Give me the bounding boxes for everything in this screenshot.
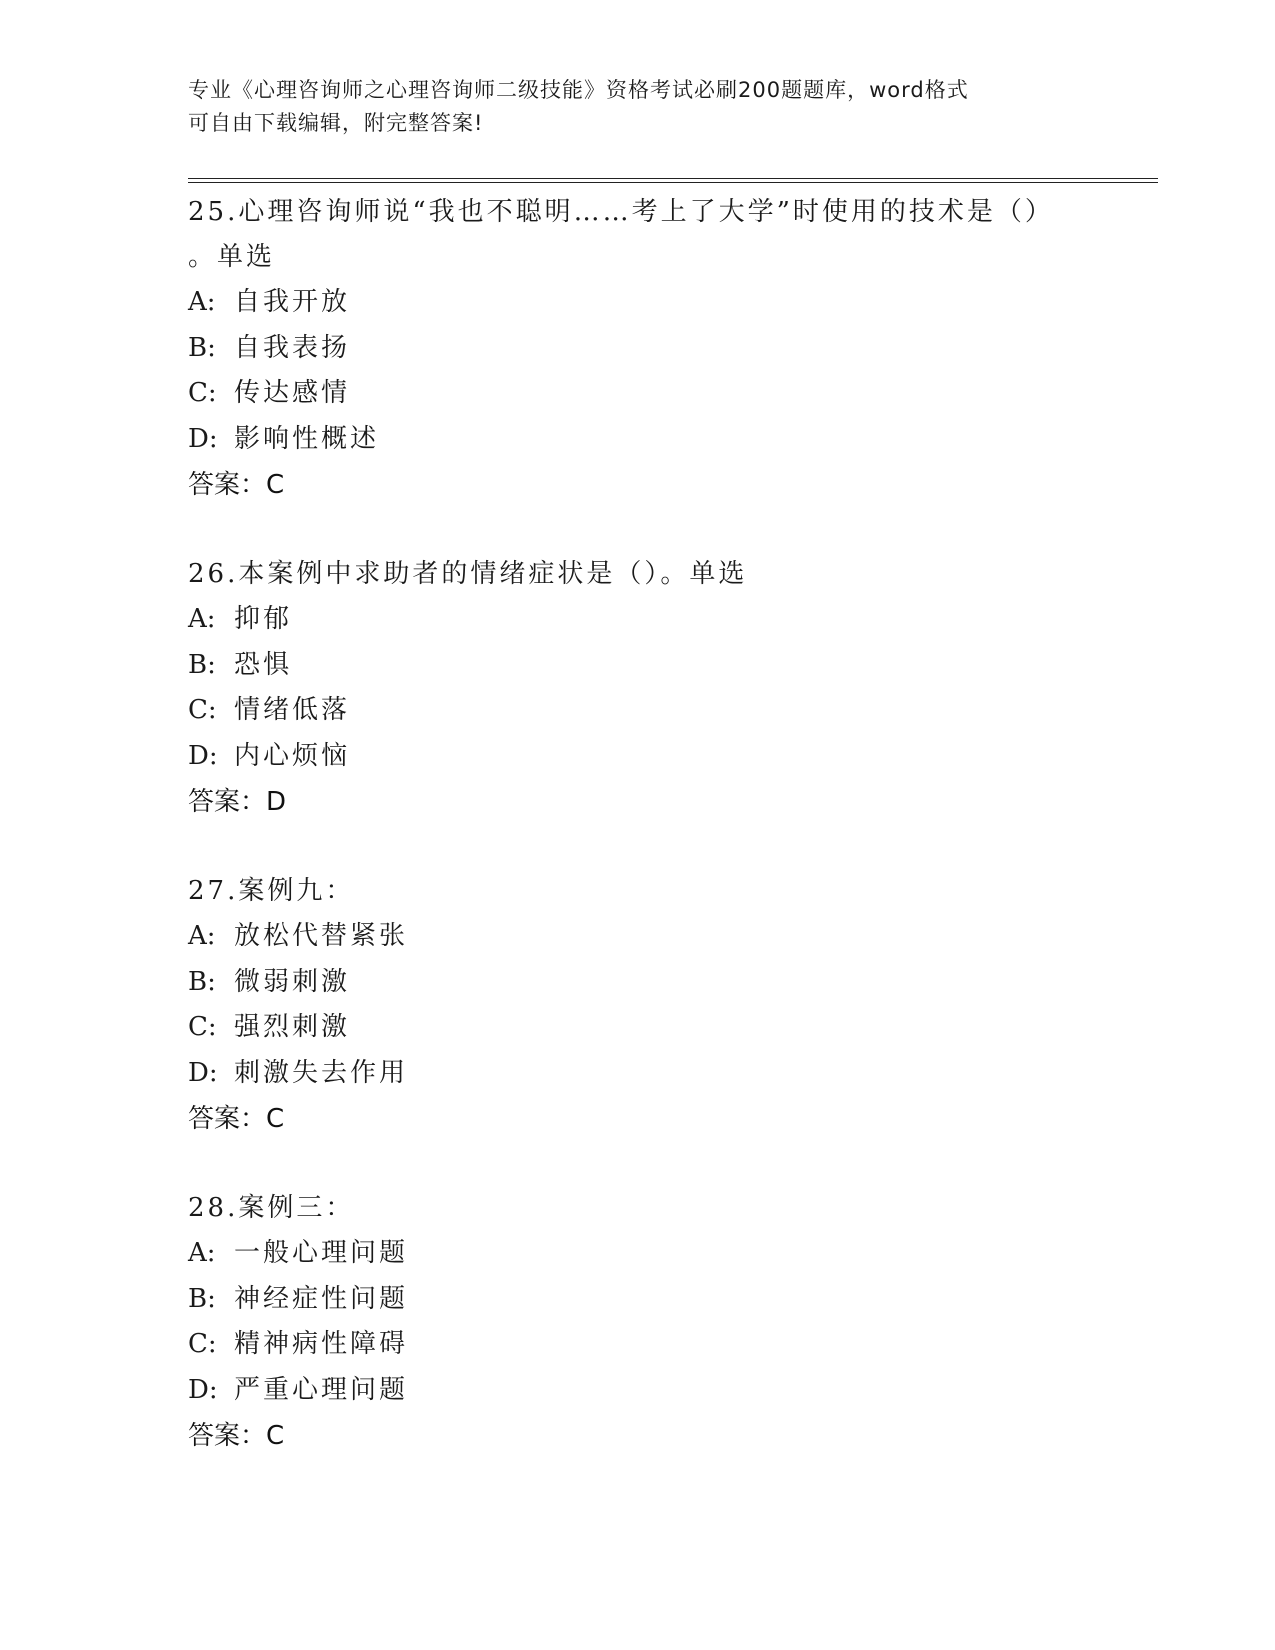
option-text: 刺激失去作用 (234, 1057, 409, 1088)
option-text: 一般心理问题 (234, 1238, 409, 1268)
option-letter: A: (188, 1238, 216, 1268)
question-stem: 27.案例九： (188, 876, 355, 906)
option-letter: B: (188, 1283, 216, 1314)
question-28 (188, 1186, 1088, 1459)
option-letter: C: (188, 378, 217, 408)
option-letter: C: (188, 1012, 217, 1042)
option-letter: D: (188, 1057, 218, 1088)
option-text: 情绪低落 (234, 695, 351, 725)
option-a (188, 914, 1088, 960)
option-c (188, 1005, 1088, 1051)
option-a (188, 280, 1088, 326)
option-text: 影响性概述 (234, 423, 380, 454)
question-27 (188, 869, 1088, 1142)
option-letter: D: (188, 423, 218, 454)
option-text: 内心烦恼 (234, 740, 351, 771)
option-text: 神经症性问题 (234, 1283, 409, 1314)
option-d (188, 417, 1088, 463)
document-header (188, 74, 1088, 140)
option-letter: C: (188, 1329, 217, 1359)
header-line-2: 可自由下载编辑，附完整答案! (188, 111, 484, 135)
option-text: 微弱刺激 (234, 966, 351, 997)
option-text: 精神病性障碍 (234, 1329, 409, 1359)
option-letter: A: (188, 604, 216, 634)
question-26 (188, 552, 1088, 825)
question-list (188, 190, 1088, 1503)
option-text: 自我开放 (234, 287, 351, 317)
option-b (188, 326, 1088, 372)
option-a (188, 597, 1088, 643)
question-stem: 26.本案例中求助者的情绪症状是（）。单选 (188, 559, 748, 589)
option-text: 自我表扬 (234, 332, 351, 363)
header-divider-bottom (188, 182, 1158, 183)
option-text: 恐惧 (234, 649, 293, 680)
option-letter: B: (188, 332, 216, 363)
option-letter: D: (188, 1374, 218, 1405)
option-b (188, 960, 1088, 1006)
option-d (188, 1368, 1088, 1414)
question-stem-continued: 。单选 (188, 242, 276, 272)
option-text: 强烈刺激 (234, 1012, 351, 1042)
question-stem: 28.案例三： (188, 1193, 355, 1223)
option-d (188, 1051, 1088, 1097)
question-stem: 25.心理咨询师说“我也不聪明……考上了大学”时使用的技术是（） (188, 197, 1054, 227)
option-b (188, 1277, 1088, 1323)
option-letter: C: (188, 695, 217, 725)
option-letter: B: (188, 966, 216, 997)
option-text: 传达感情 (234, 378, 351, 408)
option-d (188, 734, 1088, 780)
answer-line: 答案：D (188, 787, 287, 817)
option-c (188, 1322, 1088, 1368)
option-text: 严重心理问题 (234, 1374, 409, 1405)
option-text: 放松代替紧张 (234, 921, 409, 951)
option-letter: B: (188, 649, 216, 680)
option-letter: D: (188, 740, 218, 771)
option-text: 抑郁 (234, 604, 293, 634)
option-c (188, 688, 1088, 734)
option-letter: A: (188, 287, 216, 317)
answer-line: 答案：C (188, 470, 285, 500)
header-divider-top (188, 178, 1158, 179)
option-c (188, 371, 1088, 417)
header-line-1: 专业《心理咨询师之心理咨询师二级技能》资格考试必刷200题题库，word格式 (188, 78, 969, 102)
question-25 (188, 190, 1088, 508)
option-letter: A: (188, 921, 216, 951)
answer-line: 答案：C (188, 1421, 285, 1451)
option-a (188, 1231, 1088, 1277)
option-b (188, 643, 1088, 689)
answer-line: 答案：C (188, 1104, 285, 1134)
